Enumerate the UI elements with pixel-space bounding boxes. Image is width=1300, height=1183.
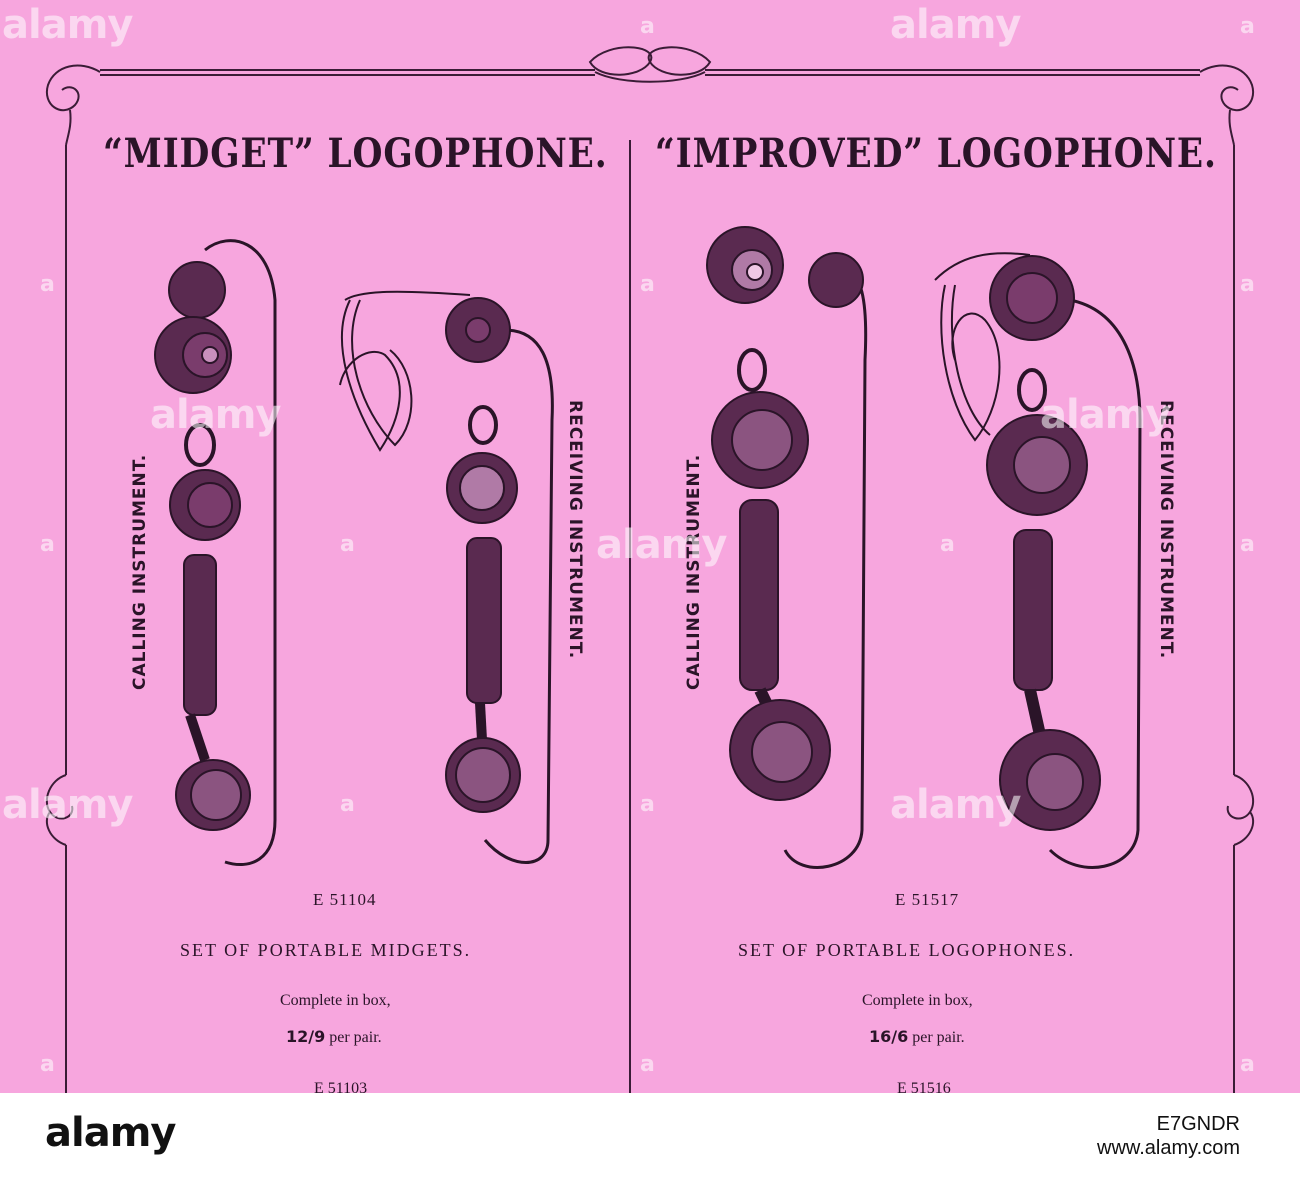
improved-calling-label: CALLING INSTRUMENT. — [684, 453, 704, 690]
midget-logophone-title: “MIDGET” LOGOPHONE. — [103, 130, 608, 177]
watermark-mark: a — [40, 532, 55, 557]
watermark: alamy — [150, 392, 281, 438]
watermark-mark: a — [340, 532, 355, 557]
midget-set-description: SET OF PORTABLE MIDGETS. — [180, 940, 472, 960]
improved-logophone-title: “IMPROVED” LOGOPHONE. — [655, 130, 1217, 177]
site-url: www.alamy.com — [1097, 1137, 1240, 1159]
improved-set-description: SET OF PORTABLE LOGOPHONES. — [738, 940, 1076, 960]
watermark-mark: a — [40, 272, 55, 297]
improved-receiving-instrument-illustration — [935, 253, 1140, 867]
watermark-mark: a — [640, 1052, 655, 1077]
watermark: alamy — [1040, 392, 1171, 438]
watermark: alamy — [890, 782, 1021, 828]
watermark-mark: a — [40, 1052, 55, 1077]
improved-price: 16/6 — [869, 1027, 909, 1046]
improved-complete-in-box: Complete in box, — [862, 992, 973, 1009]
watermark: alamy — [890, 2, 1021, 48]
watermark: alamy — [2, 782, 133, 828]
watermark-mark: a — [1240, 1052, 1255, 1077]
midget-catalogue-code: E 51104 — [313, 890, 377, 909]
improved-price-line — [869, 1027, 965, 1047]
midget-price: 12/9 — [286, 1027, 326, 1046]
watermark-mark: a — [1240, 14, 1255, 39]
midget-receiving-instrument-illustration — [340, 292, 552, 863]
watermark-mark: a — [1240, 532, 1255, 557]
watermark-mark: a — [640, 14, 655, 39]
watermark-mark: a — [640, 792, 655, 817]
improved-price-suffix: per pair. — [912, 1029, 965, 1046]
improved-catalogue-code: E 51517 — [895, 890, 960, 909]
watermark: alamy — [596, 522, 727, 568]
alamy-logo: alamy — [45, 1110, 176, 1156]
footer-image-info — [1097, 1112, 1240, 1160]
watermark-mark: a — [1240, 272, 1255, 297]
watermark-mark: a — [640, 272, 655, 297]
improved-calling-instrument-illustration — [707, 227, 866, 867]
image-id: E7GNDR — [1156, 1113, 1240, 1135]
midget-calling-instrument-illustration — [155, 241, 275, 865]
watermark: alamy — [2, 2, 133, 48]
improved-next-code: E 51516 — [897, 1080, 951, 1093]
watermark-mark: a — [940, 532, 955, 557]
midget-price-suffix: per pair. — [329, 1029, 382, 1046]
midget-calling-label: CALLING INSTRUMENT. — [130, 453, 150, 690]
midget-receiving-label: RECEIVING INSTRUMENT. — [565, 400, 585, 660]
midget-price-line — [286, 1027, 382, 1047]
midget-complete-in-box: Complete in box, — [280, 992, 391, 1009]
watermark-mark: a — [340, 792, 355, 817]
improved-receiving-label: RECEIVING INSTRUMENT. — [1156, 400, 1176, 660]
midget-next-code: E 51103 — [314, 1080, 368, 1093]
